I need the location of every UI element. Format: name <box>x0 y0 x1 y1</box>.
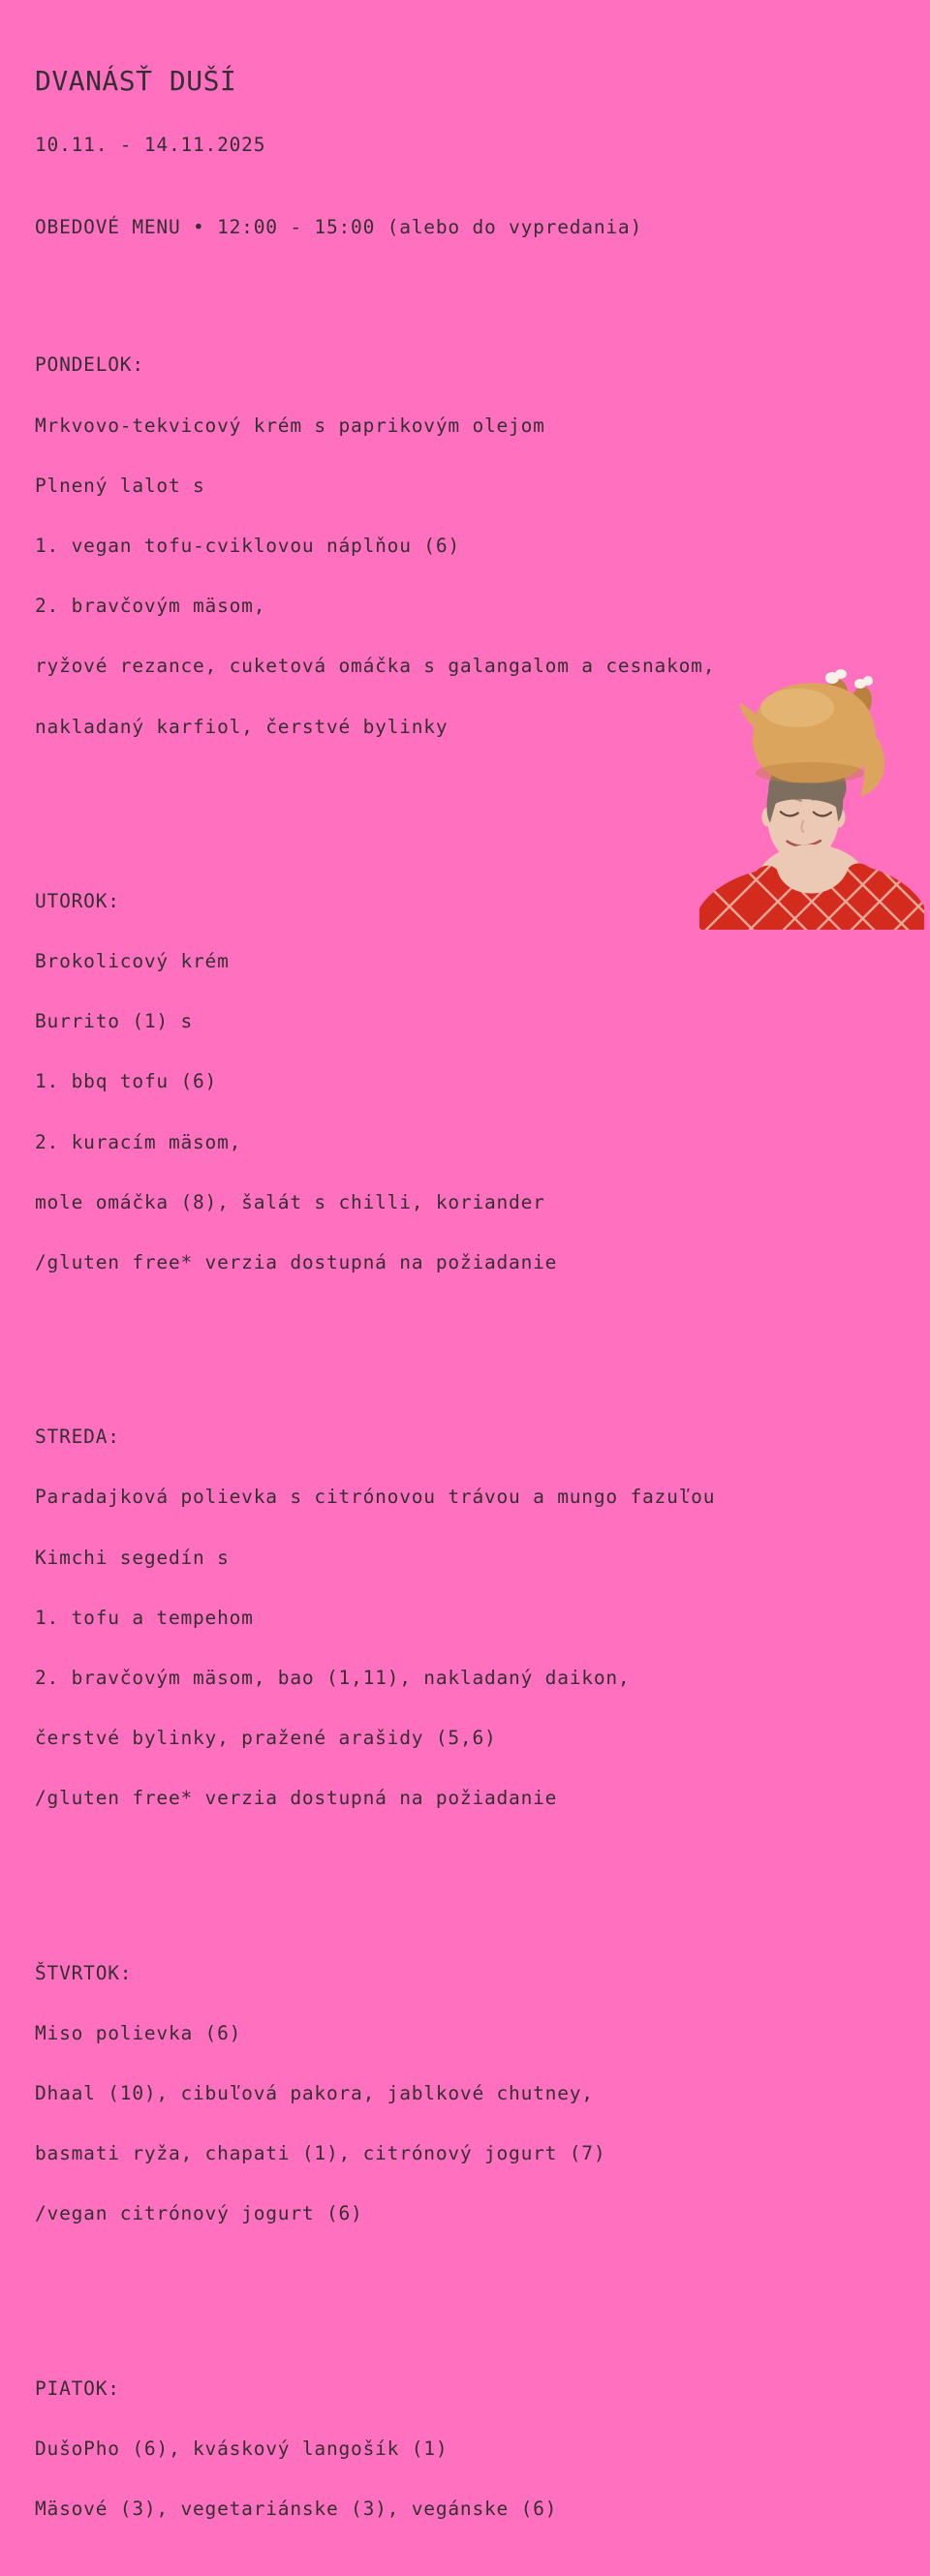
bone-tip <box>863 676 873 686</box>
menu-item-line: Burrito (1) s <box>35 1010 194 1033</box>
menu-item-line: Mrkvovo-tekvicový krém s paprikovým olejom <box>35 414 545 437</box>
menu-item-line: 1. bbq tofu (6) <box>35 1070 218 1093</box>
day-heading: UTOROK: <box>35 889 120 912</box>
menu-item-line: Paradajková polievka s citrónovou trávou a mungo fazuľou <box>35 1486 716 1509</box>
menu-item-line: 2. kuracím mäsom, <box>35 1130 242 1153</box>
menu-item-line: 2. bravčovým mäsom, bao (1,11), nakladaný daikon, <box>35 1667 631 1690</box>
service-hours-line: OBEDOVÉ MENU • 12:00 - 15:00 (alebo do vypredania) <box>35 216 642 239</box>
day-heading: ŠTVRTOK: <box>35 1961 133 1984</box>
menu-item-line: Plnený lalot s <box>35 474 205 497</box>
lunch-menu-poster <box>35 29 715 2576</box>
menu-item-line: čerstvé bylinky, pražené arašidy (5,6) <box>35 1727 497 1750</box>
day-section-thursday <box>35 1925 715 2263</box>
day-section-wednesday <box>35 1389 715 1847</box>
menu-item-line: DušoPho (6), kváskový langošík (1) <box>35 2437 449 2460</box>
menu-item-line: Brokolicový krém <box>35 950 230 973</box>
restaurant-name: DVANÁSŤ DUŠÍ <box>35 65 237 97</box>
day-heading: STREDA: <box>35 1426 120 1449</box>
menu-item-line: ryžové rezance, cuketová omáčka s galangalom a cesnakom, <box>35 655 716 678</box>
gluten-free-note: /gluten free* verzia dostupná na požiadanie <box>35 1787 558 1810</box>
day-section-monday <box>35 317 715 775</box>
menu-item-line: 1. vegan tofu-cviklovou náplňou (6) <box>35 535 460 558</box>
gluten-free-note: /gluten free* verzia dostupná na požiadanie <box>35 1251 558 1274</box>
menu-item-line: nakladaný karfiol, čerstvé bylinky <box>35 715 449 738</box>
day-section-tuesday <box>35 853 715 1311</box>
day-heading: PIATOK: <box>35 2377 120 2400</box>
menu-item-line: basmati ryža, chapati (1), citrónový jogurt (7) <box>35 2142 606 2165</box>
menu-item-line: Miso polievka (6) <box>35 2021 242 2044</box>
menu-item-line: 1. tofu a tempehom <box>35 1606 254 1629</box>
bone-tip <box>835 669 847 679</box>
day-heading: PONDELOK: <box>35 353 144 377</box>
turkey-hat-photo <box>696 664 928 930</box>
hat-highlight <box>760 689 834 727</box>
day-section-friday <box>35 2341 715 2559</box>
menu-item-line: mole omáčka (8), šalát s chilli, koriander <box>35 1190 545 1213</box>
menu-item-line: Kimchi segedín s <box>35 1546 230 1569</box>
date-range: 10.11. - 14.11.2025 <box>35 134 266 156</box>
hat-brim-shadow <box>756 762 864 783</box>
turkey-hat-icon <box>740 669 884 796</box>
menu-item-line: /vegan citrónový jogurt (6) <box>35 2202 363 2225</box>
menu-item-line: Mäsové (3), vegetariánske (3), vegánske (6) <box>35 2498 558 2521</box>
menu-item-line: 2. bravčovým mäsom, <box>35 595 266 618</box>
menu-item-line: Dhaal (10), cibuľová pakora, jablkové chutney, <box>35 2082 594 2105</box>
